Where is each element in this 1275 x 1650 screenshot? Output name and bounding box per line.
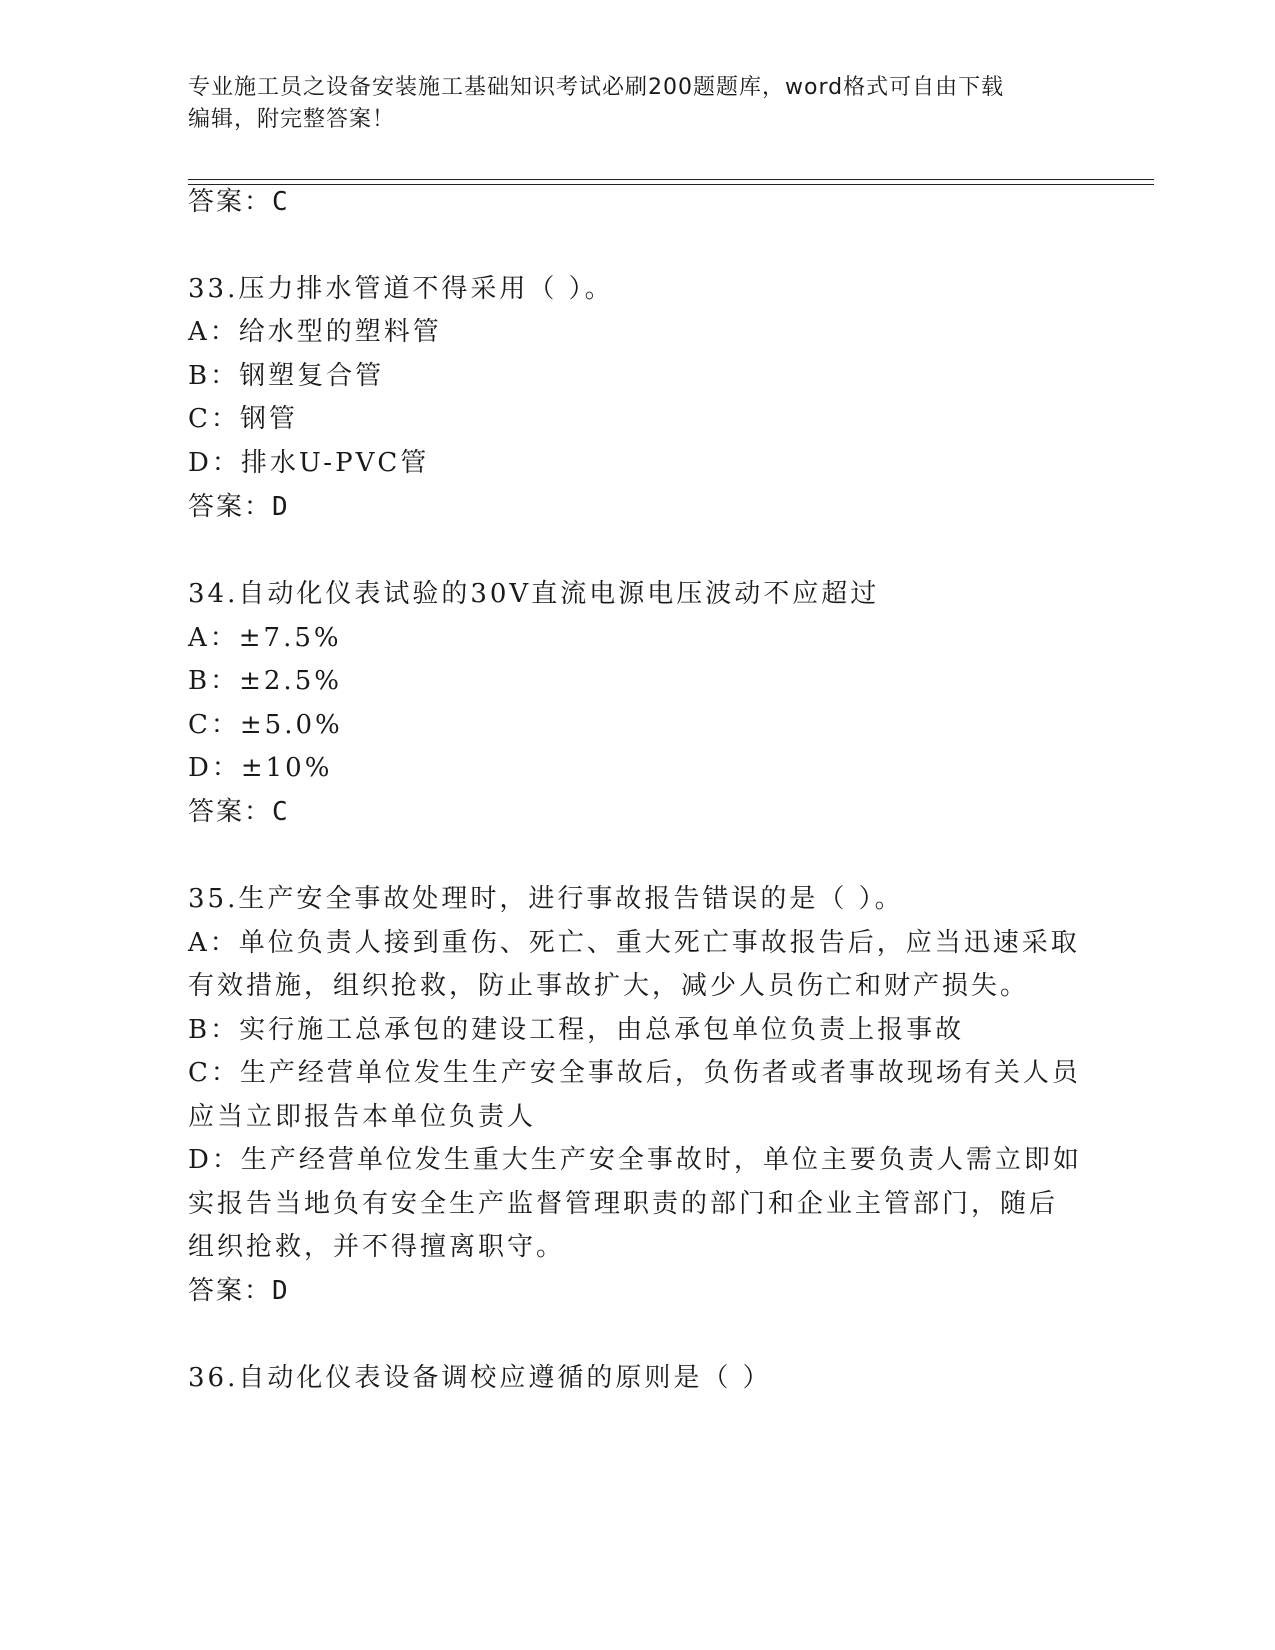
option-b: B：实行施工总承包的建设工程，由总承包单位负责上报事故 xyxy=(188,1015,965,1045)
option-a: A：单位负责人接到重伤、死亡、重大死亡事故报告后，应当迅速采取 xyxy=(188,928,1080,958)
option-d: D：±10% xyxy=(188,753,333,783)
question-stem: 34.自动化仪表试验的30V直流电源电压波动不应超过 xyxy=(188,579,880,609)
answer-line xyxy=(188,1269,1088,1313)
answer-line xyxy=(188,790,1088,834)
answer-value: D xyxy=(272,1276,289,1306)
option-b: B：±2.5% xyxy=(188,666,342,696)
answer-label: 答案： xyxy=(188,797,273,827)
document-header xyxy=(188,72,1068,136)
option-d: D：生产经营单位发生重大生产安全事故时，单位主要负责人需立即如 xyxy=(188,1145,1082,1175)
option-d-continued: 实报告当地负有安全生产监督管理职责的部门和企业主管部门，随后 xyxy=(188,1189,1059,1219)
option-c: C：±5.0% xyxy=(188,710,343,740)
answer-line xyxy=(188,485,1088,529)
option-a: A：±7.5% xyxy=(188,623,342,653)
answer-value: C xyxy=(272,187,289,217)
answer-value: C xyxy=(272,797,289,827)
question-stem: 36.自动化仪表设备调校应遵循的原则是（ ） xyxy=(188,1363,772,1393)
option-b: B：钢塑复合管 xyxy=(188,361,385,391)
question-stem: 33.压力排水管道不得采用（ ）。 xyxy=(188,274,614,304)
option-c-continued: 应当立即报告本单位负责人 xyxy=(188,1102,537,1132)
option-a: A：给水型的塑料管 xyxy=(188,317,442,347)
option-a-continued: 有效措施，组织抢救，防止事故扩大，减少人员伤亡和财产损失。 xyxy=(188,971,1030,1001)
answer-label: 答案： xyxy=(188,187,273,217)
option-c: C：生产经营单位发生生产安全事故后，负伤者或者事故现场有关人员 xyxy=(188,1058,1081,1088)
question-stem: 35.生产安全事故处理时，进行事故报告错误的是（ ）。 xyxy=(188,884,904,914)
option-d-continued: 组织抢救，并不得擅离职守。 xyxy=(188,1232,566,1262)
header-line-2: 编辑，附完整答案！ xyxy=(188,107,396,132)
header-line-1: 专业施工员之设备安装施工基础知识考试必刷200题题库，word格式可自由下载 xyxy=(188,75,1005,100)
answer-value: D xyxy=(272,492,289,522)
answer-line xyxy=(188,180,1088,224)
option-c: C：钢管 xyxy=(188,404,298,434)
option-d: D：排水U-PVC管 xyxy=(188,448,430,478)
answer-label: 答案： xyxy=(188,1276,273,1306)
answer-label: 答案： xyxy=(188,492,273,522)
